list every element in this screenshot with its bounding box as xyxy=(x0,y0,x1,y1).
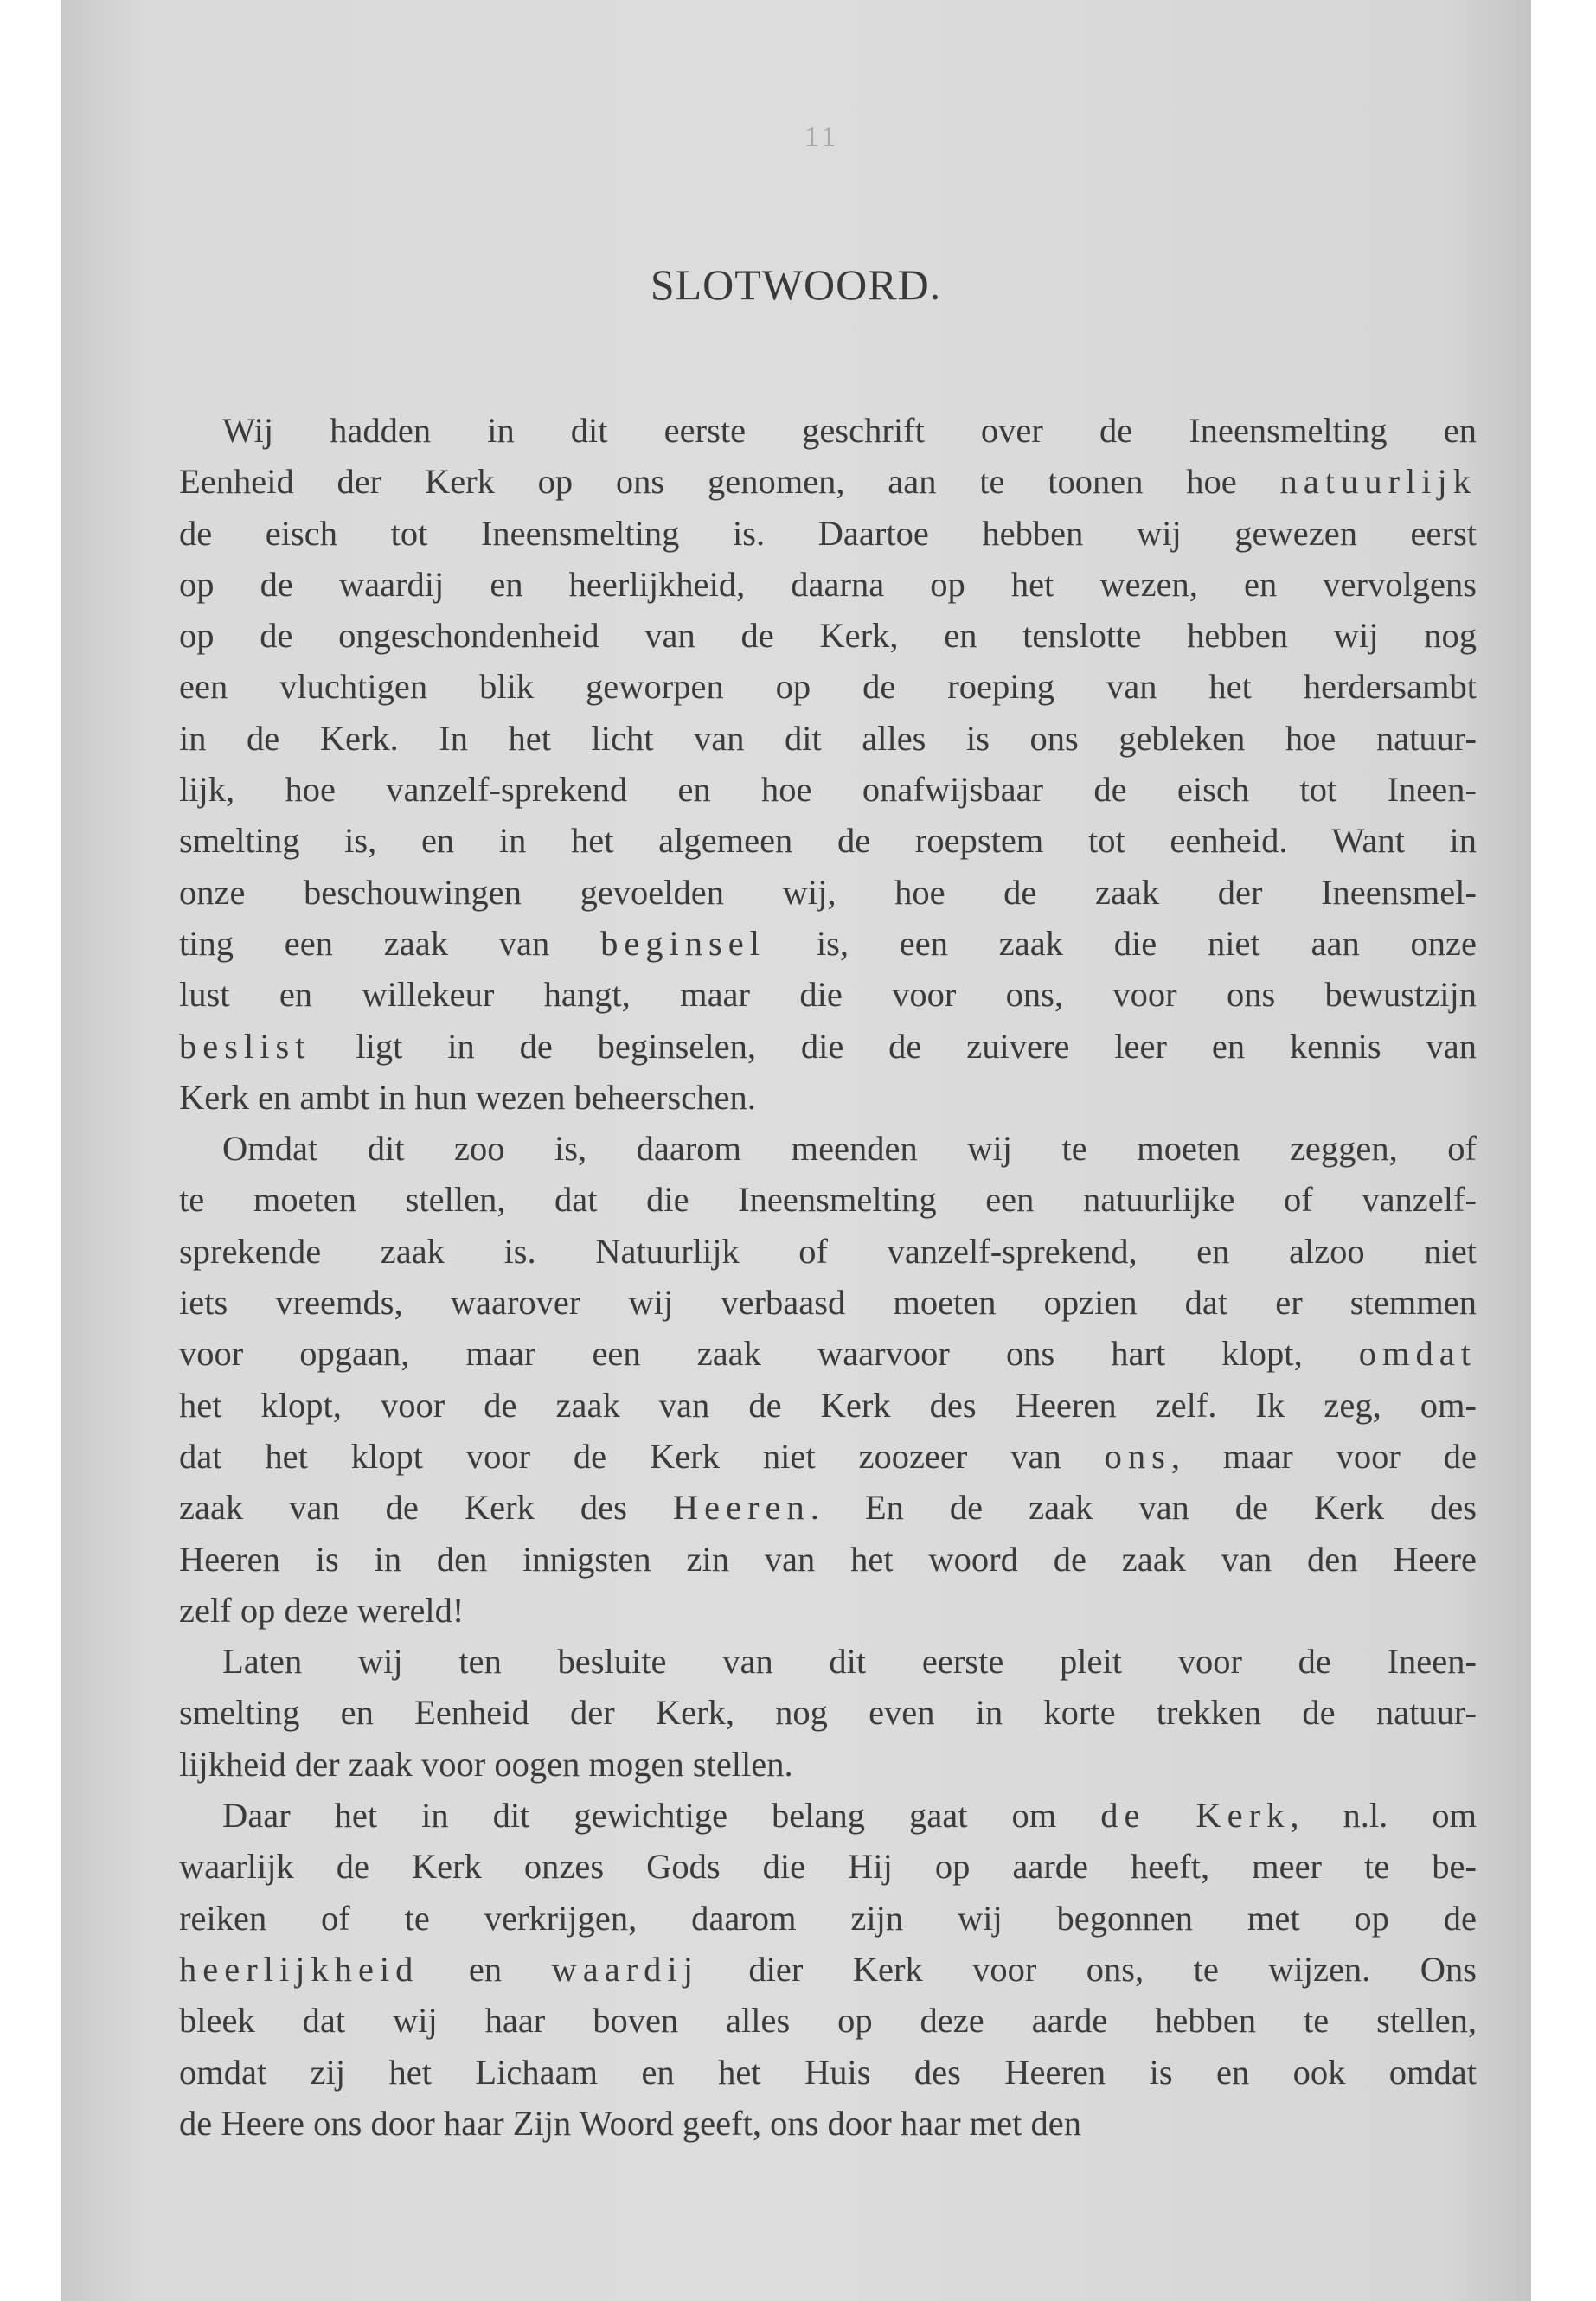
text-line xyxy=(179,713,1477,764)
paragraph xyxy=(179,405,1477,1123)
text-line xyxy=(179,1585,1477,1636)
text-run: ting een zaak van xyxy=(179,923,601,963)
text-run: omdat zij het Lichaam en het Huis des Heeren is en ook omdat xyxy=(179,2052,1477,2092)
text-run: onze beschouwingen gevoelden wij, hoe de zaak der Ineensmel- xyxy=(179,872,1477,912)
text-line xyxy=(179,661,1477,712)
text-line xyxy=(179,1790,1477,1841)
text-run: is, een zaak die niet aan onze xyxy=(766,923,1477,963)
spaced-emphasis: beginsel xyxy=(600,923,766,963)
text-line xyxy=(179,1893,1477,1944)
text-run: zelf op deze wereld! xyxy=(179,1590,465,1630)
spaced-emphasis: heerlijkheid xyxy=(179,1949,420,1989)
spaced-emphasis: de Kerk xyxy=(1100,1796,1291,1836)
spaced-emphasis: omdat xyxy=(1358,1334,1477,1374)
text-run: sprekende zaak is. Natuurlijk of vanzelf-sprekend, en alzoo niet xyxy=(179,1231,1477,1271)
text-line xyxy=(179,508,1477,559)
text-line xyxy=(179,559,1477,610)
text-run: de Heere ons door haar Zijn Woord geeft, ons door haar met den xyxy=(179,2103,1082,2143)
page-number: 11 xyxy=(804,121,840,153)
paragraph xyxy=(179,1636,1477,1790)
text-line xyxy=(179,1072,1477,1123)
text-run: lijkheid der zaak voor oogen mogen stellen. xyxy=(179,1744,793,1784)
text-run: een vluchtigen blik geworpen op de roeping van het herdersambt xyxy=(179,667,1477,707)
text-line xyxy=(179,1739,1477,1790)
body-text xyxy=(179,405,1477,2149)
text-run: Wij hadden in dit eerste geschrift over de Ineensmelting en xyxy=(222,411,1477,450)
text-run: , n.l. om xyxy=(1290,1796,1477,1836)
text-run: smelting is, en in het algemeen de roepstem tot eenheid. Want in xyxy=(179,821,1477,861)
scanned-page xyxy=(61,0,1531,2301)
paragraph xyxy=(179,1123,1477,1636)
spaced-emphasis: natuurlijk xyxy=(1279,462,1477,502)
text-run: lijk, hoe vanzelf-sprekend en hoe onafwijsbaar de eisch tot Ineen- xyxy=(179,770,1477,810)
text-line xyxy=(179,1277,1477,1328)
text-line xyxy=(179,815,1477,866)
text-line xyxy=(179,1328,1477,1379)
text-run: voor opgaan, maar een zaak waarvoor ons hart klopt, xyxy=(179,1334,1359,1374)
page-title: SLOTWOORD. xyxy=(650,260,942,309)
text-line xyxy=(179,2098,1477,2149)
text-run: . En de zaak van de Kerk des xyxy=(810,1488,1477,1528)
text-line xyxy=(179,1841,1477,1892)
text-line xyxy=(179,1944,1477,1995)
text-line xyxy=(179,764,1477,815)
text-line xyxy=(179,1636,1477,1687)
text-run: reiken of te verkrijgen, daarom zijn wij begonnen met op de xyxy=(179,1898,1477,1938)
text-line xyxy=(179,2047,1477,2098)
text-run: te moeten stellen, dat die Ineensmelting een natuurlijke of vanzelf- xyxy=(179,1180,1477,1220)
text-run: en xyxy=(419,1949,552,1989)
text-run: ligt in de beginselen, die de zuivere leer en kennis van xyxy=(311,1026,1477,1066)
text-run: in de Kerk. In het licht van dit alles is ons gebleken hoe natuur- xyxy=(179,718,1477,758)
text-line xyxy=(179,918,1477,969)
paragraph xyxy=(179,1790,1477,2149)
text-run: smelting en Eenheid der Kerk, nog even in korte trekken de natuur- xyxy=(179,1693,1477,1733)
text-run: zaak van de Kerk des xyxy=(179,1488,673,1528)
text-line xyxy=(179,1226,1477,1277)
spaced-emphasis: beslist xyxy=(179,1026,311,1066)
text-run: het klopt, voor de zaak van de Kerk des Heeren zelf. Ik zeg, om- xyxy=(179,1385,1477,1425)
spaced-emphasis: ons xyxy=(1104,1436,1171,1476)
text-run: dier Kerk voor ons, te wijzen. Ons xyxy=(698,1949,1477,1989)
text-line xyxy=(179,1995,1477,2046)
text-run: bleek dat wij haar boven alles op deze aarde hebben te stellen, xyxy=(179,2001,1477,2041)
text-run: Kerk en ambt in hun wezen beheerschen. xyxy=(179,1077,756,1117)
text-line xyxy=(179,1123,1477,1174)
text-line xyxy=(179,867,1477,918)
text-run: de eisch tot Ineensmelting is. Daartoe hebben wij gewezen eerst xyxy=(179,513,1477,553)
text-run: op de ongeschondenheid van de Kerk, en tenslotte hebben wij nog xyxy=(179,616,1477,656)
text-run: Omdat dit zoo is, daarom meenden wij te moeten zeggen, of xyxy=(222,1129,1477,1169)
text-line xyxy=(179,1534,1477,1585)
text-run: , maar voor de xyxy=(1170,1436,1477,1476)
text-run: dat het klopt voor de Kerk niet zoozeer van xyxy=(179,1436,1105,1476)
text-run: Daar het in dit gewichtige belang gaat om xyxy=(222,1796,1101,1836)
text-run: waarlijk de Kerk onzes Gods die Hij op aarde heeft, meer te be- xyxy=(179,1847,1477,1887)
text-line xyxy=(179,969,1477,1020)
text-run: lust en willekeur hangt, maar die voor ons, voor ons bewustzijn xyxy=(179,975,1477,1015)
text-run: op de waardij en heerlijkheid, daarna op het wezen, en vervolgens xyxy=(179,564,1477,604)
spaced-emphasis: Heeren xyxy=(672,1488,811,1528)
text-line xyxy=(179,1482,1477,1533)
text-line xyxy=(179,1431,1477,1482)
text-line xyxy=(179,456,1477,507)
text-line xyxy=(179,405,1477,456)
text-run: Eenheid der Kerk op ons genomen, aan te toonen hoe xyxy=(179,462,1280,502)
text-run: iets vreemds, waarover wij verbaasd moeten opzien dat er stemmen xyxy=(179,1283,1477,1323)
text-line xyxy=(179,1380,1477,1431)
text-line xyxy=(179,1174,1477,1225)
spaced-emphasis: waardij xyxy=(551,1949,699,1989)
text-line xyxy=(179,610,1477,661)
text-line xyxy=(179,1687,1477,1738)
text-run: Laten wij ten besluite van dit eerste pleit voor de Ineen- xyxy=(222,1642,1477,1682)
text-line xyxy=(179,1021,1477,1072)
text-run: Heeren is in den innigsten zin van het woord de zaak van den Heere xyxy=(179,1539,1477,1579)
